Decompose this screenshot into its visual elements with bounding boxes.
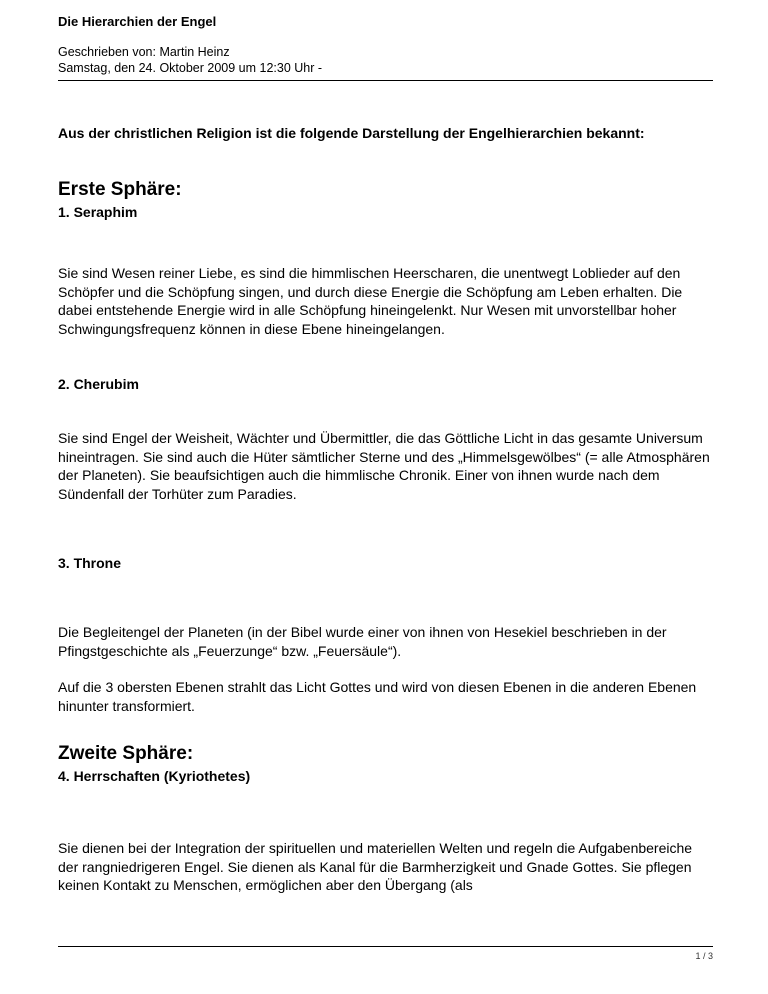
sphere-heading-second: Zweite Sphäre: bbox=[58, 743, 194, 764]
intro-text: Aus der christlichen Religion ist die folgende Darstellung der Engelhierarchien bekannt: bbox=[58, 125, 645, 141]
date-line: Samstag, den 24. Oktober 2009 um 12:30 Uhr - bbox=[58, 61, 323, 75]
paragraph-throne: Die Begleitengel der Planeten (in der Bibel wurde einer von ihnen von Hesekiel beschrieben in der Pfingstgeschichte als „Feuerzunge“ bzw. „Feuersäule“). bbox=[58, 624, 667, 659]
page-header bbox=[58, 0, 713, 81]
page-footer bbox=[58, 946, 713, 961]
section-heading-cherubim: 2. Cherubim bbox=[58, 376, 139, 392]
sphere-heading-first: Erste Sphäre: bbox=[58, 179, 182, 200]
paragraph-light: Auf die 3 obersten Ebenen strahlt das Licht Gottes und wird von diesen Ebenen in die anderen Ebenen hinunter transformiert. bbox=[58, 679, 697, 714]
section-heading-herrschaften: 4. Herrschaften (Kyriothetes) bbox=[58, 768, 251, 784]
page-number: 1 / 3 bbox=[695, 951, 713, 961]
paragraph-cherubim: Sie sind Engel der Weisheit, Wächter und Übermittler, die das Göttliche Licht in das gesamte Universum hineintragen. Sie sind auch die Hüter sämtlicher Sterne und des „Himmelsgewölbes“ (= alle Atmosphären der Planeten). Sie beaufsichtigen auch die himmlische Chronik. Einer von ihnen wurde nach dem Sündenfall der Torhüter zum Paradies. bbox=[58, 430, 710, 502]
section-heading-seraphim: 1. Seraphim bbox=[58, 204, 138, 220]
section-heading-throne: 3. Throne bbox=[58, 555, 122, 571]
paragraph-seraphim: Sie sind Wesen reiner Liebe, es sind die himmlischen Heerscharen, die unentwegt Loblieder auf den Schöpfer und die Schöpfung singen, und durch diese Energie die Schöpfung am Leben erhalten. Die dabei entstehende Energie wird in alle Schöpfung hineingelenkt. Nur Wesen mit unvorstellbar hoher Schwingungsfrequenz können in diese Ebene hineingelangen. bbox=[58, 265, 683, 337]
paragraph-herrschaften: Sie dienen bei der Integration der spirituellen und materiellen Welten und regeln die Aufgabenbereiche der rangniedrigeren Engel. Sie dienen als Kanal für die Barmherzigkeit und Gnade Gottes. Sie pflegen keinen Kontakt zu Menschen, ermöglichen aber den Übergang (als bbox=[58, 840, 693, 893]
document-title: Die Hierarchien der Engel bbox=[58, 14, 217, 29]
author-line: Geschrieben von: Martin Heinz bbox=[58, 45, 230, 59]
